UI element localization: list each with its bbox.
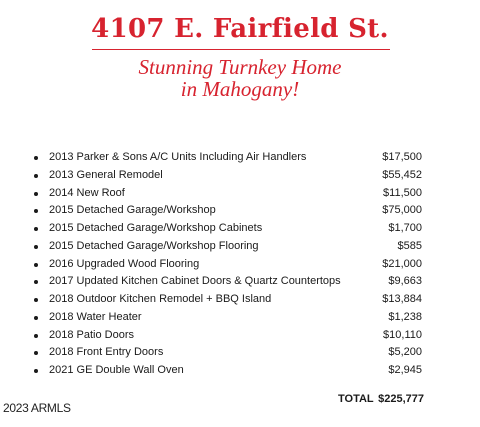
- bullet-icon: [34, 245, 38, 249]
- item-cost: $21,000: [382, 257, 422, 270]
- list-item: [34, 327, 426, 345]
- improvements-list: [34, 149, 426, 380]
- page-title: 4107 E. Fairfield St.: [91, 14, 389, 44]
- list-item: [34, 291, 426, 309]
- copyright-watermark: 2023 ARMLS: [3, 401, 71, 415]
- list-item: [34, 185, 426, 203]
- item-name: 2015 Detached Garage/Workshop Cabinets: [49, 222, 263, 234]
- bullet-icon: [34, 227, 38, 231]
- subtitle-line-1: Stunning Turnkey Home: [138, 55, 342, 79]
- item-cost: $17,500: [382, 151, 422, 163]
- item-name: 2017 Updated Kitchen Cabinet Doors & Quartz Countertops: [49, 275, 341, 288]
- list-item: [34, 256, 426, 274]
- bullet-icon: [34, 369, 38, 373]
- item-cost: $585: [397, 239, 422, 252]
- bullet-icon: [34, 316, 38, 320]
- item-name: 2018 Patio Doors: [49, 328, 134, 341]
- list-item: [34, 238, 426, 256]
- item-name: 2013 General Remodel: [49, 168, 163, 181]
- item-name: 2021 GE Double Wall Oven: [49, 364, 184, 376]
- total-label: TOTAL: [338, 393, 374, 405]
- item-cost: $1,700: [388, 222, 422, 234]
- item-name: 2015 Detached Garage/Workshop Flooring: [49, 239, 259, 252]
- item-name: 2015 Detached Garage/Workshop: [49, 204, 216, 217]
- item-cost: $11,500: [383, 186, 422, 199]
- title-divider: [92, 49, 390, 50]
- bullet-icon: [34, 174, 38, 178]
- total-value: $225,777: [378, 393, 424, 405]
- list-item: [34, 273, 426, 291]
- bullet-icon: [34, 351, 38, 355]
- list-item: [34, 309, 426, 327]
- bullet-icon: [34, 298, 38, 302]
- item-cost: $13,884: [382, 293, 422, 305]
- list-item: [34, 344, 426, 362]
- item-name: 2016 Upgraded Wood Flooring: [49, 257, 200, 270]
- item-cost: $1,238: [388, 310, 422, 323]
- item-cost: $55,452: [382, 168, 422, 181]
- list-item: [34, 202, 426, 220]
- bullet-icon: [34, 192, 38, 196]
- list-item: [34, 362, 426, 380]
- item-cost: $75,000: [382, 204, 422, 217]
- list-item: [34, 167, 426, 185]
- item-cost: $2,945: [388, 364, 422, 376]
- list-item: [34, 149, 426, 167]
- bullet-icon: [34, 334, 38, 338]
- list-item: [34, 220, 426, 238]
- bullet-icon: [34, 263, 38, 267]
- item-name: 2018 Front Entry Doors: [49, 346, 164, 359]
- bullet-icon: [34, 280, 38, 284]
- item-name: 2018 Outdoor Kitchen Remodel + BBQ Island: [49, 293, 272, 305]
- bullet-icon: [34, 156, 38, 160]
- item-name: 2018 Water Heater: [49, 310, 142, 323]
- bullet-icon: [34, 209, 38, 213]
- subtitle-line-2: in Mahogany!: [180, 77, 300, 101]
- item-cost: $10,110: [383, 328, 422, 341]
- item-name: 2013 Parker & Sons A/C Units Including Air Handlers: [49, 151, 307, 163]
- item-name: 2014 New Roof: [49, 186, 125, 199]
- item-cost: $5,200: [388, 346, 422, 359]
- item-cost: $9,663: [388, 275, 422, 288]
